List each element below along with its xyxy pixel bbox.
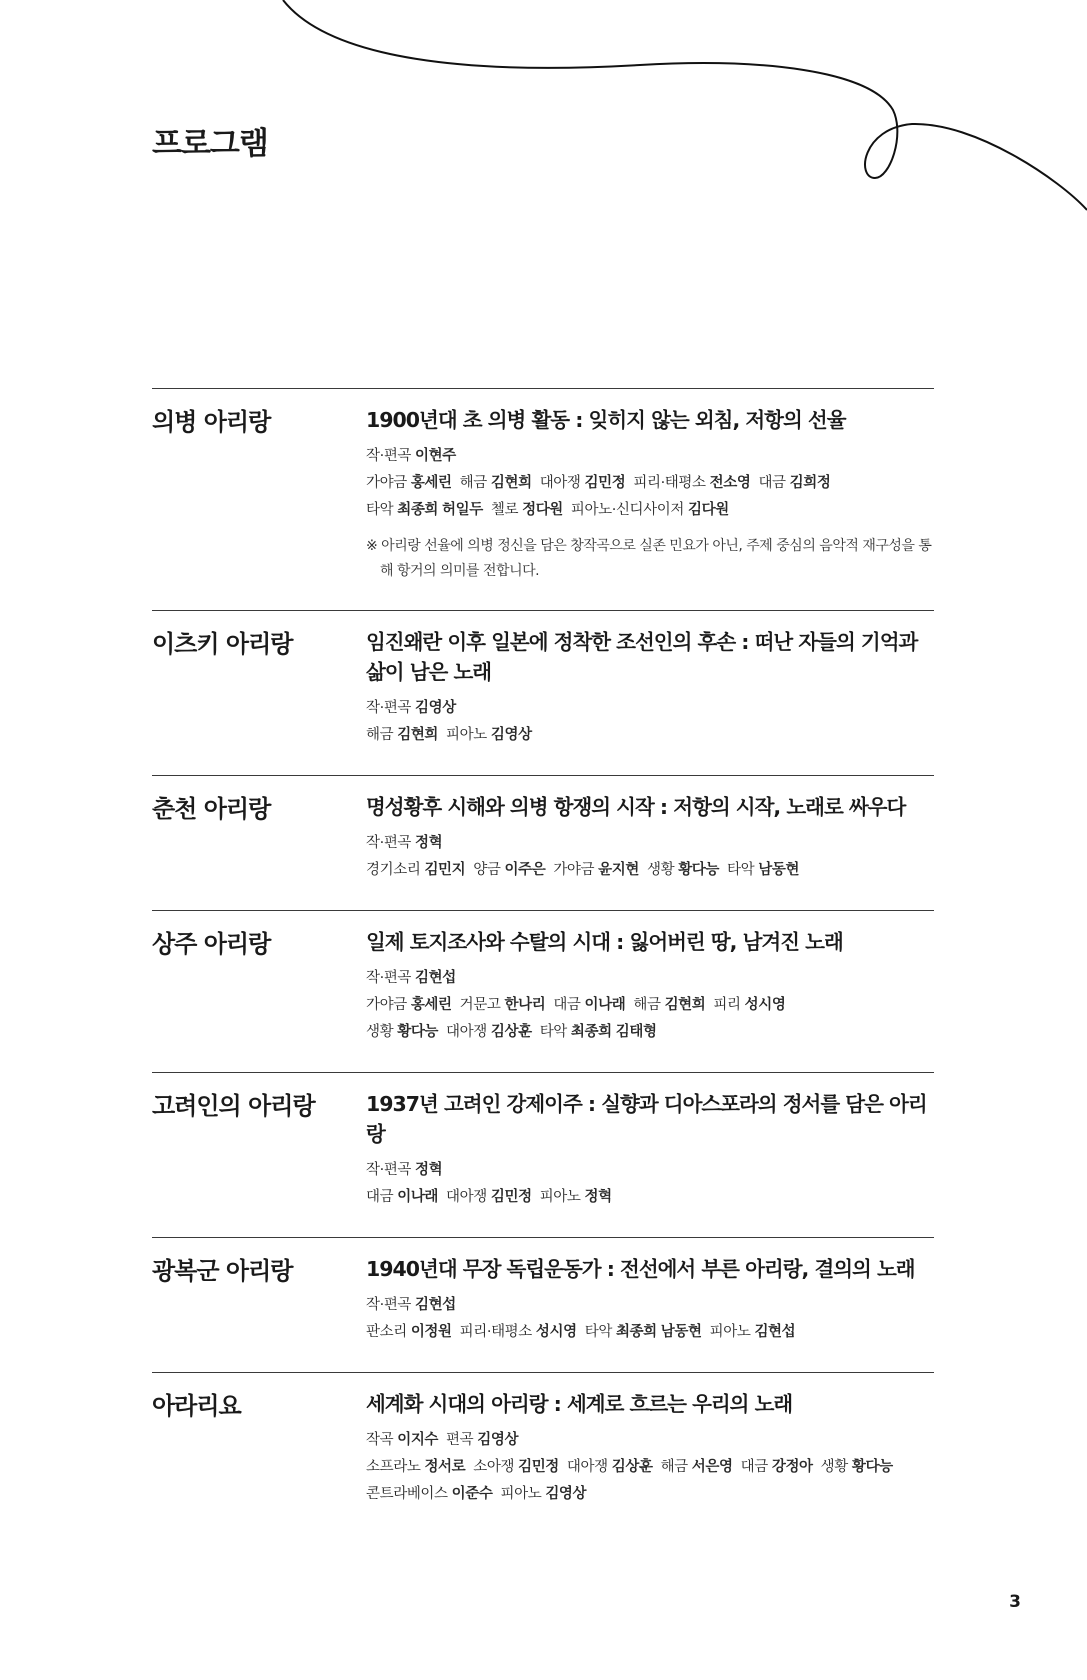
- performer-name: 이주은: [504, 862, 546, 878]
- credit-line: [366, 992, 934, 1019]
- performer-name: 허일두: [442, 502, 483, 518]
- program-entry-title: 이츠키 아리랑: [152, 630, 293, 658]
- program-entry-body: [366, 627, 934, 749]
- performer-name: 김희정: [789, 475, 831, 491]
- credit-role: 피아노·신디사이저: [570, 502, 684, 518]
- performer-name: 김현희: [490, 475, 532, 491]
- credit-role: 작곡: [366, 1432, 394, 1448]
- performer-name: 이나래: [397, 1189, 439, 1205]
- performer-name: 성시영: [744, 997, 786, 1013]
- performer-name: 김상훈: [611, 1459, 653, 1475]
- credit-role: 타악: [539, 1024, 567, 1040]
- credit-line: [366, 1319, 934, 1346]
- credit-line: [366, 470, 934, 497]
- program-note: ※ 아리랑 선율에 의병 정신을 담은 창작곡으로 실존 민요가 아닌, 주제 중심의 음악적 재구성을 통해 항거의 의미를 전합니다.: [366, 538, 932, 579]
- credit-line: [366, 443, 934, 470]
- credit-group: [366, 1162, 442, 1178]
- page-title: 프로그램: [152, 126, 268, 162]
- credit-role: 생황: [366, 1024, 394, 1040]
- program-entry-body: [366, 1389, 934, 1508]
- program-entry-body: [366, 1254, 934, 1346]
- program-entry: [152, 910, 934, 1072]
- credit-group: [366, 1486, 492, 1502]
- credit-group: [366, 1024, 438, 1040]
- credit-role: 가야금: [366, 475, 407, 491]
- credit-group: [366, 1432, 438, 1448]
- credit-group: [366, 1297, 456, 1313]
- credit-group: [540, 1189, 612, 1205]
- credit-role: 피아노: [539, 1189, 581, 1205]
- performer-name: 이준수: [451, 1486, 493, 1502]
- program-entry-body: [366, 792, 934, 884]
- credit-role: 판소리: [366, 1324, 407, 1340]
- credit-group: [727, 862, 799, 878]
- program-entry-subtitle: 1940년대 무장 독립운동가 : 전선에서 부른 아리랑, 결의의 노래: [366, 1257, 915, 1281]
- credit-role: 해금: [660, 1459, 688, 1475]
- program-entry-title: 고려인의 아리랑: [152, 1092, 315, 1120]
- credit-role: 피리·태평소: [633, 475, 706, 491]
- credit-role: 콘트라베이스: [366, 1486, 448, 1502]
- credit-line: [366, 965, 934, 992]
- performer-name: 이현주: [415, 448, 456, 464]
- credit-role: 가야금: [366, 997, 407, 1013]
- credit-group: [366, 727, 438, 743]
- performer-name: 정서로: [424, 1459, 466, 1475]
- credit-role: 타악: [366, 502, 394, 518]
- credit-group: [366, 475, 452, 491]
- credit-group: [366, 1324, 452, 1340]
- credit-role: 가야금: [553, 862, 595, 878]
- credit-line: [366, 1454, 934, 1481]
- credit-group: [366, 997, 452, 1013]
- credit-group: [366, 1189, 438, 1205]
- credit-role: 대아쟁: [446, 1189, 487, 1205]
- program-entry-subtitle: 1937년 고려인 강제이주 : 실향과 디아스포라의 정서를 담은 아리랑: [366, 1092, 927, 1146]
- performer-name: 김현희: [397, 727, 439, 743]
- credit-line: [366, 1427, 934, 1454]
- program-entry: [152, 1237, 934, 1372]
- credit-group: [647, 862, 719, 878]
- performer-name: 이지수: [397, 1432, 439, 1448]
- credit-line: [366, 1184, 934, 1211]
- credit-role: 거문고: [459, 997, 501, 1013]
- credit-role: 타악: [727, 862, 755, 878]
- program-entry: [152, 388, 934, 610]
- credit-group: [821, 1459, 893, 1475]
- performer-name: 최종희: [570, 1024, 612, 1040]
- performer-name: 남동현: [758, 862, 800, 878]
- credit-line: [366, 1157, 934, 1184]
- performer-name: 한나리: [504, 997, 546, 1013]
- credit-role: 대금: [740, 1459, 768, 1475]
- credit-group: [491, 502, 563, 518]
- credit-group: [460, 1324, 577, 1340]
- performer-name: 황다능: [678, 862, 720, 878]
- credit-group: [633, 475, 750, 491]
- performer-name: 김영상: [477, 1432, 519, 1448]
- program-entry-subtitle: 임진왜란 이후 일본에 정착한 조선인의 후손 : 떠난 자들의 기억과 삶이 남은 노래: [366, 630, 918, 684]
- credit-role: 첼로: [490, 502, 519, 518]
- credit-group: [366, 970, 456, 986]
- credit-line: [366, 857, 934, 884]
- credit-role: 작·편곡: [366, 1297, 412, 1313]
- performer-name: 김영상: [490, 727, 532, 743]
- performer-name: 홍세린: [410, 997, 452, 1013]
- credit-group: [366, 448, 456, 464]
- credit-group: [460, 997, 546, 1013]
- credit-group: [446, 1024, 532, 1040]
- credit-role: 해금: [366, 727, 394, 743]
- program-entry: [152, 610, 934, 775]
- credit-role: 해금: [459, 475, 487, 491]
- performer-name: 황다능: [397, 1024, 439, 1040]
- credit-group: [710, 1324, 796, 1340]
- credit-line: [366, 695, 934, 722]
- credit-role: 소아쟁: [473, 1459, 515, 1475]
- performer-name: 정혁: [415, 835, 443, 851]
- performer-name: 김현섭: [754, 1324, 796, 1340]
- credit-group: [446, 727, 532, 743]
- performer-name: 최종희: [397, 502, 439, 518]
- credit-line: [366, 830, 934, 857]
- credit-role: 대아쟁: [446, 1024, 487, 1040]
- credit-role: 작·편곡: [366, 448, 412, 464]
- credit-group: [473, 862, 545, 878]
- credit-role: 작·편곡: [366, 1162, 412, 1178]
- program-entry: [152, 1372, 934, 1534]
- page-number: 3: [1009, 1592, 1021, 1612]
- performer-name: 김현섭: [415, 1297, 456, 1313]
- credit-group: [741, 1459, 813, 1475]
- performer-name: 정혁: [584, 1189, 612, 1205]
- program-entry-body: [366, 927, 934, 1046]
- credit-group: [661, 1459, 733, 1475]
- program-entry-title: 춘천 아리랑: [152, 795, 271, 823]
- program-entry-title: 상주 아리랑: [152, 930, 271, 958]
- credit-role: 생황: [820, 1459, 848, 1475]
- credit-role: 대아쟁: [566, 1459, 608, 1475]
- performer-name: 홍세린: [410, 475, 452, 491]
- credit-line: [366, 1292, 934, 1319]
- credit-role: 생황: [646, 862, 675, 878]
- credit-role: 피아노: [446, 727, 487, 743]
- credit-group: [366, 862, 465, 878]
- program-list: [152, 388, 934, 1534]
- credit-role: 피리: [713, 997, 741, 1013]
- credit-group: [553, 997, 625, 1013]
- performer-name: 강정아: [771, 1459, 813, 1475]
- performer-name: 성시영: [535, 1324, 577, 1340]
- credit-group: [633, 997, 705, 1013]
- credit-role: 대금: [553, 997, 581, 1013]
- performer-name: 김현섭: [415, 970, 456, 986]
- credit-group: [366, 700, 456, 716]
- credit-group: [460, 475, 532, 491]
- credit-group: [446, 1432, 518, 1448]
- performer-name: 김다원: [688, 502, 729, 518]
- program-entry-body: [366, 405, 934, 584]
- credit-role: 대금: [758, 475, 786, 491]
- credit-line: [366, 497, 934, 524]
- performer-name: 최종희: [615, 1324, 657, 1340]
- performer-name: 전소영: [709, 475, 751, 491]
- credit-group: [540, 1024, 657, 1040]
- credit-group: [540, 475, 626, 491]
- performer-name: 김영상: [545, 1486, 587, 1502]
- performer-name: 황다능: [851, 1459, 893, 1475]
- program-entry-subtitle: 일제 토지조사와 수탈의 시대 : 잃어버린 땅, 남겨진 노래: [366, 930, 843, 954]
- credit-group: [500, 1486, 586, 1502]
- credit-group: [567, 1459, 653, 1475]
- credit-group: [571, 502, 729, 518]
- performer-name: 김민정: [518, 1459, 559, 1475]
- performer-name: 김민정: [584, 475, 626, 491]
- credit-group: [758, 475, 830, 491]
- credit-role: 대아쟁: [539, 475, 581, 491]
- program-entry-subtitle: 세계화 시대의 아리랑 : 세계로 흐르는 우리의 노래: [366, 1392, 793, 1416]
- performer-name: 윤지현: [598, 862, 639, 878]
- credit-group: [713, 997, 785, 1013]
- credit-role: 양금: [473, 862, 501, 878]
- program-entry-title: 아라리요: [152, 1392, 241, 1420]
- program-entry-title: 의병 아리랑: [152, 408, 271, 436]
- credit-role: 해금: [633, 997, 661, 1013]
- credit-role: 편곡: [446, 1432, 474, 1448]
- credit-group: [366, 835, 442, 851]
- credit-role: 타악: [584, 1324, 612, 1340]
- credit-group: [585, 1324, 702, 1340]
- credit-line: [366, 722, 934, 749]
- performer-name: 서은영: [691, 1459, 733, 1475]
- credit-role: 피리·태평소: [459, 1324, 532, 1340]
- credit-line: [366, 1019, 934, 1046]
- credit-role: 작·편곡: [366, 835, 412, 851]
- credit-group: [553, 862, 639, 878]
- performer-name: 김태형: [615, 1024, 657, 1040]
- program-entry: [152, 775, 934, 910]
- credit-group: [366, 502, 483, 518]
- program-entry-title: 광복군 아리랑: [152, 1257, 293, 1285]
- performer-name: 김영상: [415, 700, 456, 716]
- credit-group: [473, 1459, 559, 1475]
- credit-role: 대금: [366, 1189, 394, 1205]
- credit-group: [446, 1189, 532, 1205]
- credit-role: 작·편곡: [366, 970, 412, 986]
- credit-role: 피아노: [709, 1324, 751, 1340]
- performer-name: 정혁: [415, 1162, 443, 1178]
- credit-role: 경기소리: [366, 862, 421, 878]
- performer-name: 이나래: [584, 997, 626, 1013]
- program-entry: [152, 1072, 934, 1237]
- performer-name: 남동현: [660, 1324, 702, 1340]
- credit-line: [366, 1481, 934, 1508]
- credit-role: 피아노: [500, 1486, 542, 1502]
- program-entry-subtitle: 1900년대 초 의병 활동 : 잊히지 않는 외침, 저항의 선율: [366, 408, 846, 432]
- performer-name: 김민정: [490, 1189, 532, 1205]
- performer-name: 김민지: [424, 862, 466, 878]
- credit-group: [366, 1459, 465, 1475]
- decorative-curve: [0, 0, 1087, 230]
- performer-name: 김상훈: [490, 1024, 532, 1040]
- performer-name: 정다원: [522, 502, 563, 518]
- program-entry-body: [366, 1089, 934, 1211]
- performer-name: 이정원: [410, 1324, 452, 1340]
- program-entry-subtitle: 명성황후 시해와 의병 항쟁의 시작 : 저항의 시작, 노래로 싸우다: [366, 795, 906, 819]
- credit-role: 소프라노: [366, 1459, 421, 1475]
- credit-role: 작·편곡: [366, 700, 412, 716]
- performer-name: 김현희: [664, 997, 706, 1013]
